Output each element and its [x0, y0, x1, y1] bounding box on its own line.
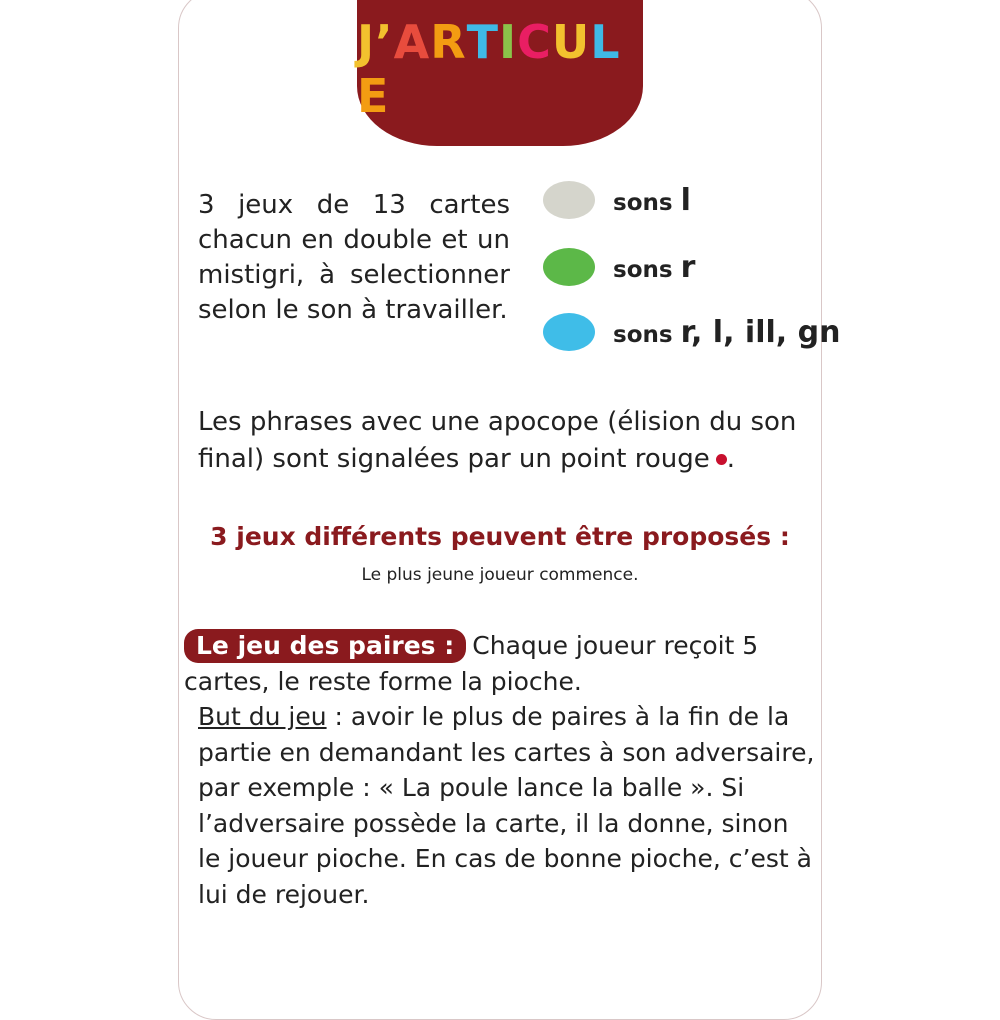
logo-letter: C: [517, 15, 552, 69]
red-dot-icon: [716, 454, 727, 465]
legend-dot-green: [543, 248, 595, 286]
legend-dot-gray: [543, 181, 595, 219]
legend-label: sons r: [613, 249, 696, 285]
logo-letter: J: [357, 15, 376, 69]
legend-item-r: [543, 248, 696, 286]
legend-dot-blue: [543, 313, 595, 351]
legend-label: sons r, l, ill, gn: [613, 314, 841, 350]
goal-label: But du jeu: [198, 702, 327, 731]
logo-letter: L: [590, 15, 621, 69]
apocope-paragraph: Les phrases avec une apocope (élision du son final) sont signalées par un point rouge .: [198, 407, 797, 474]
logo-letter: E: [357, 69, 390, 123]
section-subtitle: 3 jeux différents peuvent être proposés :: [210, 522, 790, 551]
game-pairs-section: Le jeu des paires : Chaque joueur reçoit 5 cartes, le reste forme la pioche. But du jeu : avoir le plus de paires à la fin de la partie en demandant les cartes à son adversaire, par exemple : « La poule lance la balle ». Si l’adversaire possède la carte, il la donne, sinon le joueur pioche. En cas de bonne pioche, c’est à lui de rejouer.: [184, 628, 818, 912]
logo-letter: A: [393, 15, 431, 69]
intro-text: 3 jeux de 13 cartes chacun en double et un mistigri, à selectionner selon le son à travailler.: [198, 190, 510, 325]
goal-paragraph: But du jeu : avoir le plus de paires à la fin de la partie en demandant les cartes à son adversaire, par exemple : « La poule lance la balle ». Si l’adversaire possède la carte, il la donne, sinon le joueur pioche. En cas de bonne pioche, c’est à lui de rejouer.: [198, 702, 815, 909]
legend-item-all: [543, 313, 841, 351]
logo-letter: T: [466, 15, 500, 69]
logo-letter: U: [551, 15, 591, 69]
logo-letter: R: [430, 15, 467, 69]
legend-item-l: [543, 181, 691, 219]
logo-banner: [357, 0, 643, 146]
legend-label: sons l: [613, 182, 691, 218]
logo-letter: I: [499, 15, 518, 69]
logo-letter: ’: [375, 15, 394, 69]
logo-title: [357, 15, 643, 123]
starting-player-note: Le plus jeune joueur commence.: [361, 565, 639, 585]
game-title-badge: Le jeu des paires :: [184, 629, 466, 663]
